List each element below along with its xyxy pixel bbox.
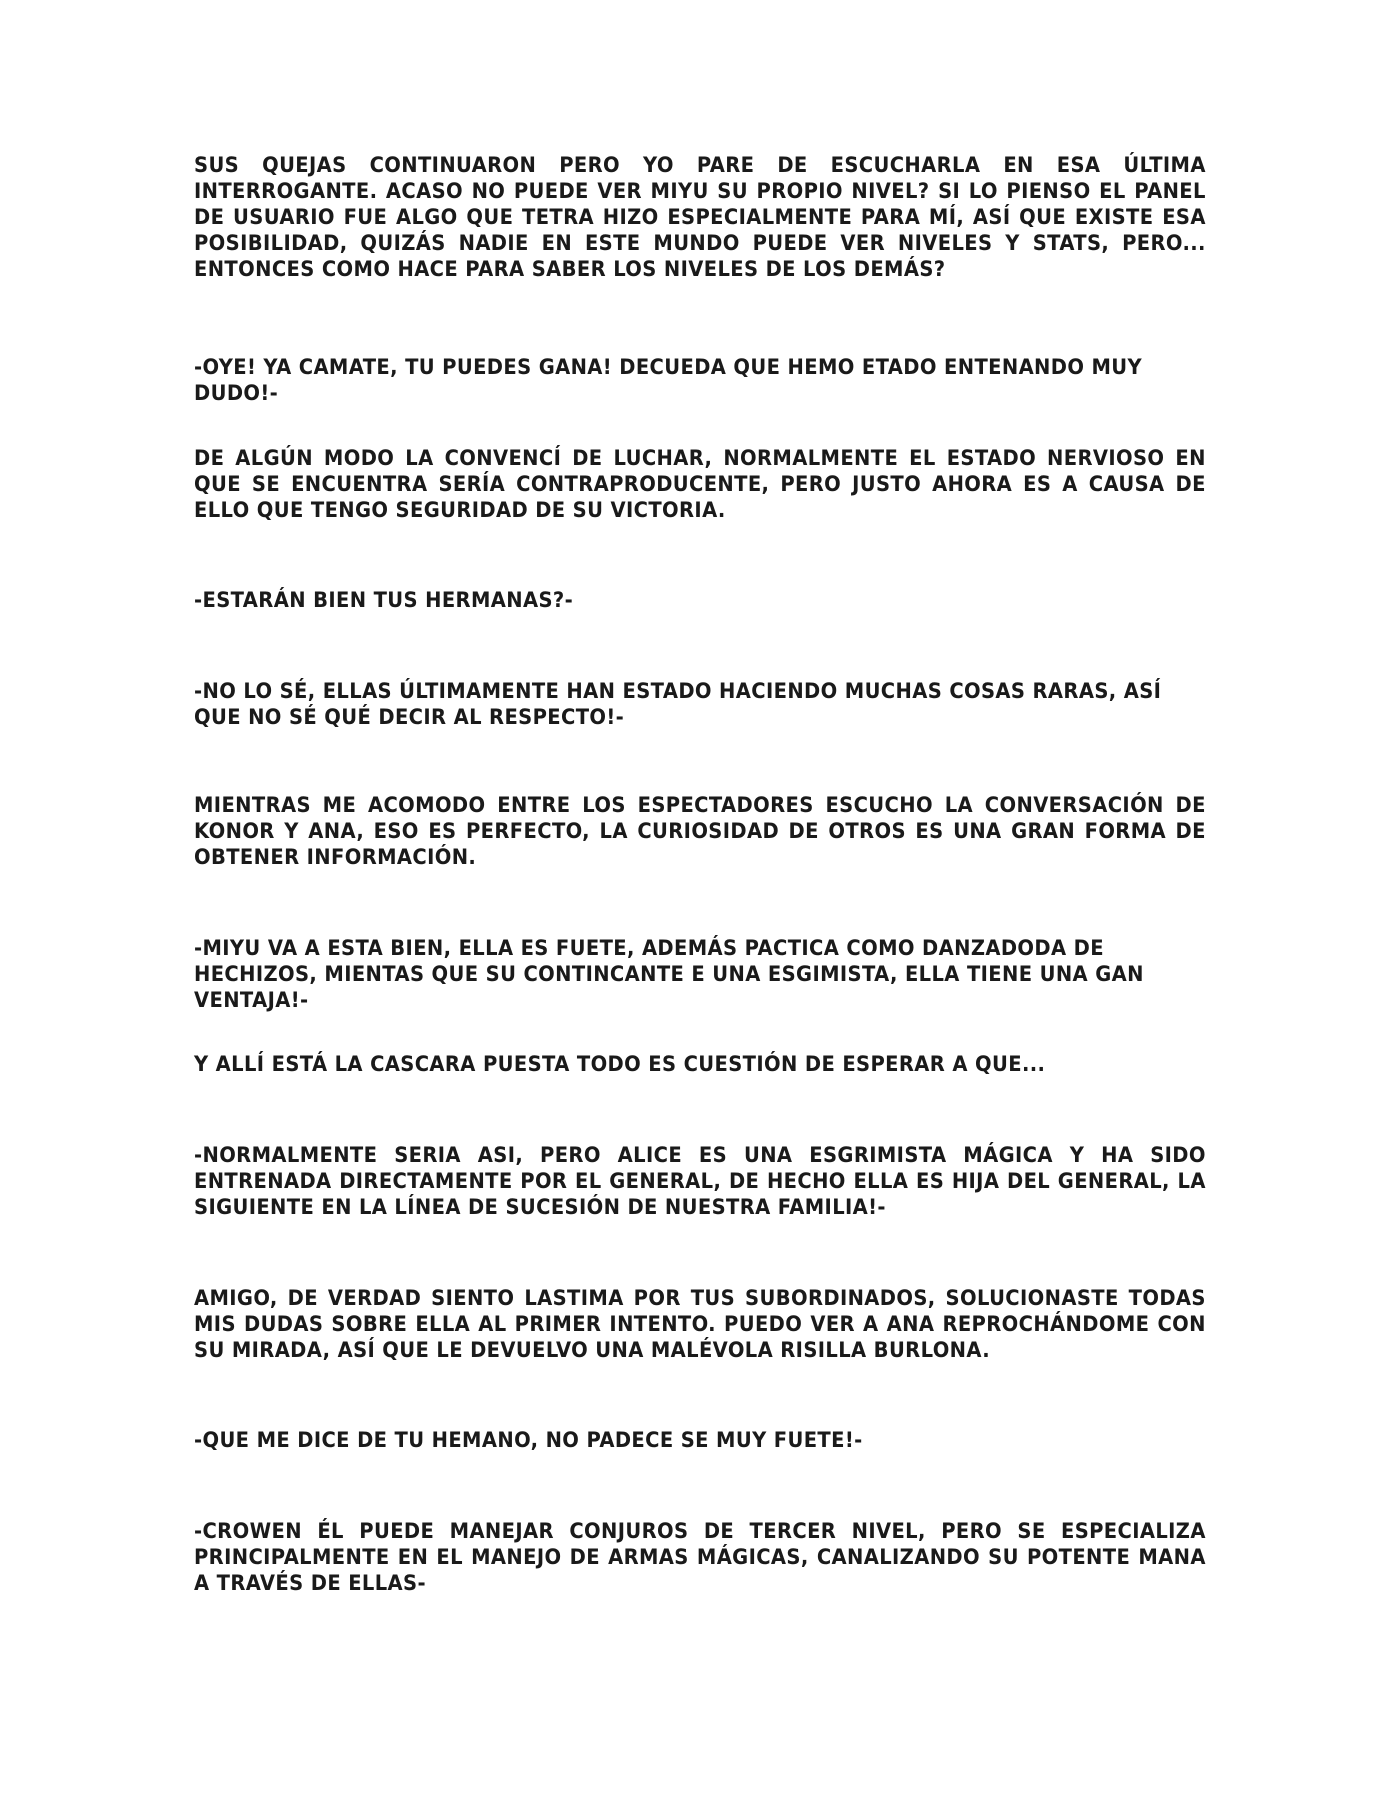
paragraph-dialogue: -OYE! YA CAMATE, TU PUEDES GANA! DECUEDA QUE HEMO ETADO ENTENANDO MUY DUDO!- (194, 355, 1143, 405)
paragraph-narration: Y ALLÍ ESTÁ LA CASCARA PUESTA TODO ES CUESTIÓN DE ESPERAR A QUE... (194, 1052, 1046, 1076)
paragraph-narration: SUS QUEJAS CONTINUARON PERO YO PARE DE ESCUCHARLA EN ESA ÚLTIMA INTERROGANTE. ACASO NO PUEDE VER MIYU SU PROPIO NIVEL? SI LO PIENSO EL PANEL DE USUARIO FUE ALGO QUE TETRA HIZO ESPECIALMENTE PARA MÍ, ASÍ QUE EXISTE ESA POSIBILIDAD, QUIZÁS NADIE EN ESTE MUNDO PUEDE VER NIVELES Y STATS, PERO... ENTONCES COMO HACE PARA SABER LOS NIVELES DE LOS DEMÁS? (194, 153, 1206, 281)
paragraph-dialogue: -NO LO SÉ, ELLAS ÚLTIMAMENTE HAN ESTADO HACIENDO MUCHAS COSAS RARAS, ASÍ QUE NO SÉ QUÉ DECIR AL RESPECTO!- (194, 679, 1162, 729)
paragraph-dialogue: -MIYU VA A ESTA BIEN, ELLA ES FUETE, ADEMÁS PACTICA COMO DANZADODA DE HECHIZOS, MIENTAS QUE SU CONTINCANTE E UNA ESGIMISTA, ELLA TIENE UNA GAN VENTAJA!- (194, 936, 1144, 1012)
paragraph-narration: AMIGO, DE VERDAD SIENTO LASTIMA POR TUS SUBORDINADOS, SOLUCIONASTE TODAS MIS DUDAS SOBRE ELLA AL PRIMER INTENTO. PUEDO VER A ANA REPROCHÁNDOME CON SU MIRADA, ASÍ QUE LE DEVUELVO UNA MALÉVOLA RISILLA BURLONA. (194, 1286, 1206, 1362)
paragraph-narration: MIENTRAS ME ACOMODO ENTRE LOS ESPECTADORES ESCUCHO LA CONVERSACIÓN DE KONOR Y ANA, ESO ES PERFECTO, LA CURIOSIDAD DE OTROS ES UNA GRAN FORMA DE OBTENER INFORMACIÓN. (194, 793, 1206, 869)
paragraph-dialogue: -NORMALMENTE SERIA ASI, PERO ALICE ES UNA ESGRIMISTA MÁGICA Y HA SIDO ENTRENADA DIRECTAMENTE POR EL GENERAL, DE HECHO ELLA ES HIJA DEL GENERAL, LA SIGUIENTE EN LA LÍNEA DE SUCESIÓN DE NUESTRA FAMILIA!- (194, 1143, 1206, 1219)
paragraph-dialogue: -ESTARÁN BIEN TUS HERMANAS?- (194, 588, 574, 612)
paragraph-narration: DE ALGÚN MODO LA CONVENCÍ DE LUCHAR, NORMALMENTE EL ESTADO NERVIOSO EN QUE SE ENCUENTRA SERÍA CONTRAPRODUCENTE, PERO JUSTO AHORA ES A CAUSA DE ELLO QUE TENGO SEGURIDAD DE SU VICTORIA. (194, 446, 1206, 522)
paragraph-narration: -CROWEN ÉL PUEDE MANEJAR CONJUROS DE TERCER NIVEL, PERO SE ESPECIALIZA PRINCIPALMENTE EN EL MANEJO DE ARMAS MÁGICAS, CANALIZANDO SU POTENTE MANA A TRAVÉS DE ELLAS- (194, 1519, 1206, 1595)
paragraph-dialogue: -QUE ME DICE DE TU HEMANO, NO PADECE SE MUY FUETE!- (194, 1428, 863, 1452)
